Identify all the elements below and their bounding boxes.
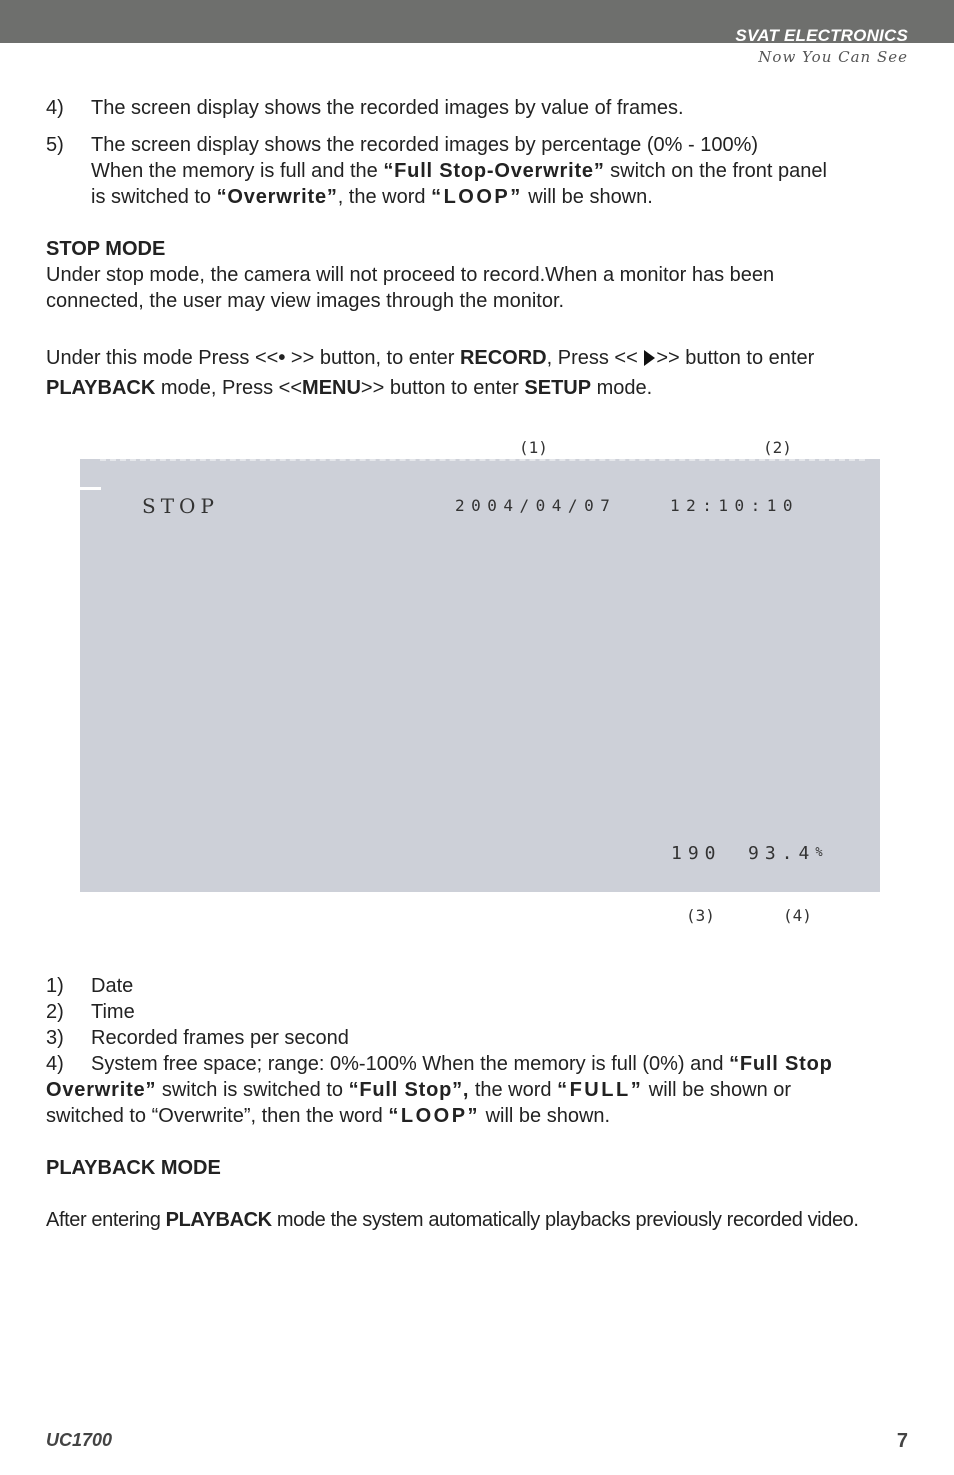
screen-date: 2004/04/07: [455, 496, 617, 515]
callout-frames: (3): [686, 906, 715, 925]
screen-frames: 190: [671, 843, 722, 864]
paragraph: Under this mode Press <<• >> button, to enter RECORD, Press << >> button to enter: [46, 347, 815, 369]
section-heading-playback-mode: PLAYBACK MODE: [46, 1157, 221, 1179]
callout-date: (1): [519, 438, 548, 457]
list-item-text: System free space; range: 0%-100% When the memory is full (0%) and “Full Stop: [91, 1053, 833, 1075]
paragraph: connected, the user may view images through the monitor.: [46, 290, 565, 312]
list-number: 3): [46, 1027, 64, 1049]
list-item-text: The screen display shows the recorded images by percentage (0% - 100%): [91, 134, 759, 156]
list-item-text: is switched to “Overwrite”, the word “LOOP” will be shown.: [91, 186, 653, 208]
paragraph: Under stop mode, the camera will not proceed to record.When a monitor has been: [46, 264, 775, 286]
list-item-text: Overwrite” switch is switched to “Full Stop”, the word “FULL” will be shown or: [46, 1079, 792, 1101]
list-item-text: The screen display shows the recorded images by value of frames.: [91, 97, 684, 119]
paragraph: PLAYBACK mode, Press <<MENU>> button to enter SETUP mode.: [46, 377, 653, 399]
screen-free-space: 93.4%: [748, 843, 823, 864]
screen-mode-label: STOP: [142, 494, 219, 518]
page-number: 7: [896, 1430, 908, 1452]
screen-marker: [80, 487, 101, 490]
list-number: 4): [46, 97, 64, 119]
section-heading-stop-mode: STOP MODE: [46, 238, 166, 260]
list-number: 5): [46, 134, 64, 156]
callout-free-space: (4): [783, 906, 812, 925]
list-item-text: Recorded frames per second: [91, 1027, 349, 1049]
play-icon: [644, 350, 655, 366]
list-number: 4): [46, 1053, 64, 1075]
footer-model-number: UC1700: [46, 1430, 113, 1450]
list-item-text: switched to “Overwrite”, then the word “LOOP” will be shown.: [46, 1105, 611, 1127]
list-number: 1): [46, 975, 64, 997]
list-item-text: When the memory is full and the “Full Stop-Overwrite” switch on the front panel: [91, 160, 827, 182]
paragraph: After entering PLAYBACK mode the system automatically playbacks previously recorded video.: [46, 1209, 859, 1231]
monitor-screen: [80, 459, 880, 892]
brand-name: SVAT ELECTRONICS: [735, 26, 908, 45]
list-item-text: Time: [91, 1001, 135, 1023]
list-item-text: Date: [91, 975, 134, 997]
callout-time: (2): [763, 438, 792, 457]
screen-time: 12:10:10: [670, 496, 800, 515]
record-dot-icon: •: [278, 347, 286, 369]
screen-top-edge: [100, 459, 865, 461]
brand-tagline: Now You Can See: [758, 48, 908, 66]
list-number: 2): [46, 1001, 64, 1023]
